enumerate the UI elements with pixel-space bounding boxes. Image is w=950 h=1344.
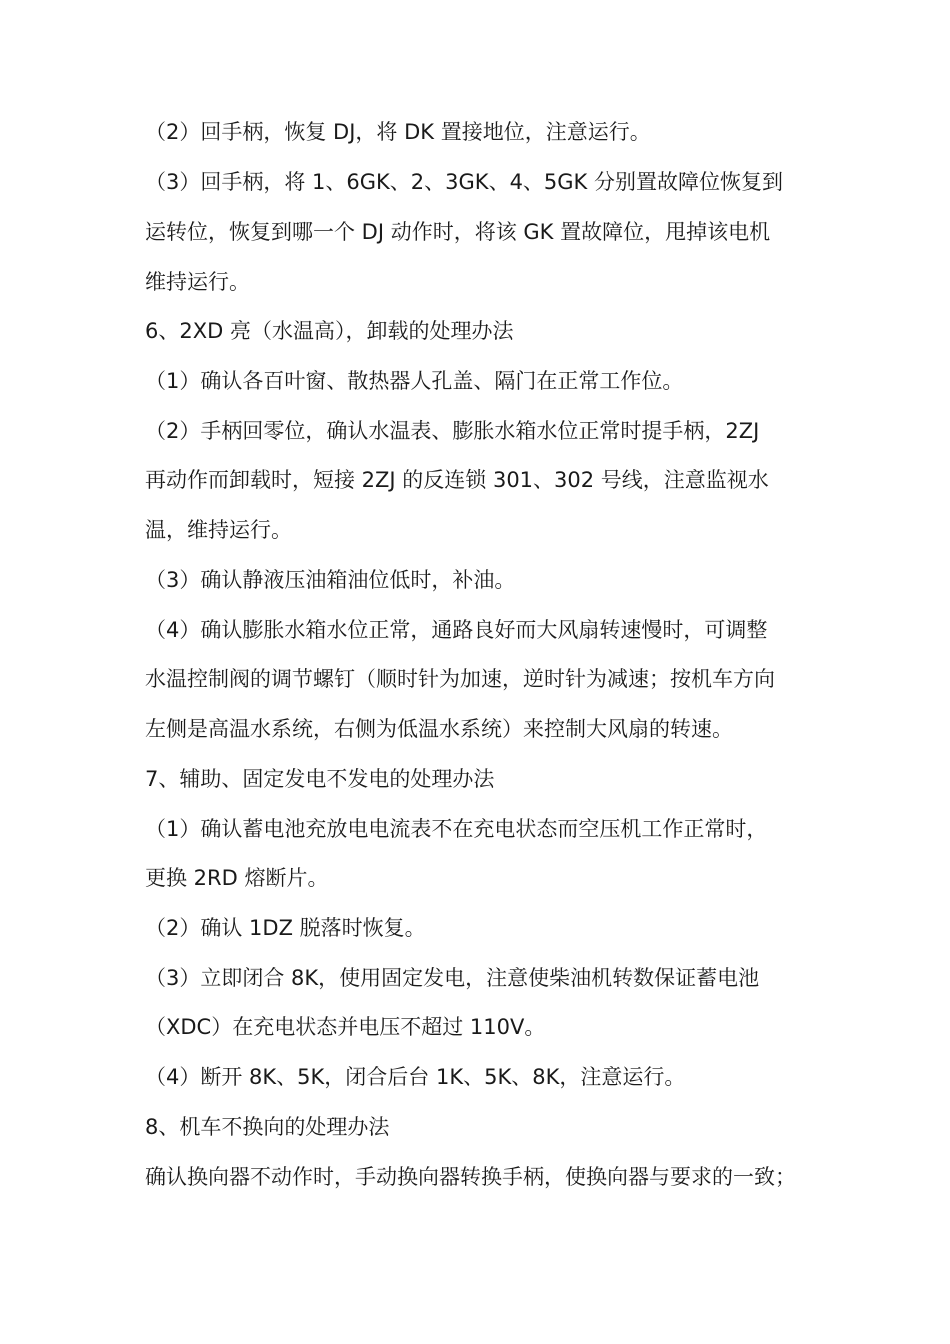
text-line: （2）回手柄，恢复 DJ，将 DK 置接地位，注意运行。 bbox=[145, 120, 651, 144]
text-line: （1）确认各百叶窗、散热器人孔盖、隔门在正常工作位。 bbox=[145, 369, 684, 393]
text-line: 维持运行。 bbox=[145, 270, 250, 294]
text-line: 左侧是高温水系统，右侧为低温水系统）来控制大风扇的转速。 bbox=[145, 717, 733, 741]
section-heading: 7、辅助、固定发电不发电的处理办法 bbox=[145, 767, 495, 791]
text-line: （3）回手柄，将 1、6GK、2、3GK、4、5GK 分别置故障位恢复到 bbox=[145, 170, 784, 194]
text-line: （4）断开 8K、5K，闭合后台 1K、5K、8K，注意运行。 bbox=[145, 1065, 686, 1089]
text-line: （XDC）在充电状态并电压不超过 110V。 bbox=[145, 1015, 546, 1039]
text-line: （2）手柄回零位，确认水温表、膨胀水箱水位正常时提手柄，2ZJ bbox=[145, 419, 760, 443]
text-line: （4）确认膨胀水箱水位正常，通路良好而大风扇转速慢时，可调整 bbox=[145, 618, 768, 642]
text-line: 确认换向器不动作时，手动换向器转换手柄，使换向器与要求的一致； bbox=[145, 1165, 796, 1189]
text-line: 水温控制阀的调节螺钉（顺时针为加速，逆时针为减速；按机车方向 bbox=[145, 667, 775, 691]
section-heading: 6、2XD 亮（水温高），卸载的处理办法 bbox=[145, 319, 514, 343]
text-line: （3）立即闭合 8K，使用固定发电，注意使柴油机转数保证蓄电池 bbox=[145, 966, 760, 990]
text-line: （3）确认静液压油箱油位低时，补油。 bbox=[145, 568, 516, 592]
text-line: 运转位，恢复到哪一个 DJ 动作时，将该 GK 置故障位，甩掉该电机 bbox=[145, 220, 771, 244]
text-line: 更换 2RD 熔断片。 bbox=[145, 866, 329, 890]
text-line: （2）确认 1DZ 脱落时恢复。 bbox=[145, 916, 426, 940]
text-line: 再动作而卸载时，短接 2ZJ 的反连锁 301、302 号线，注意监视水 bbox=[145, 468, 769, 492]
text-line: 温，维持运行。 bbox=[145, 518, 292, 542]
text-line: （1）确认蓄电池充放电电流表不在充电状态而空压机工作正常时， bbox=[145, 817, 768, 841]
section-heading: 8、机车不换向的处理办法 bbox=[145, 1115, 390, 1139]
